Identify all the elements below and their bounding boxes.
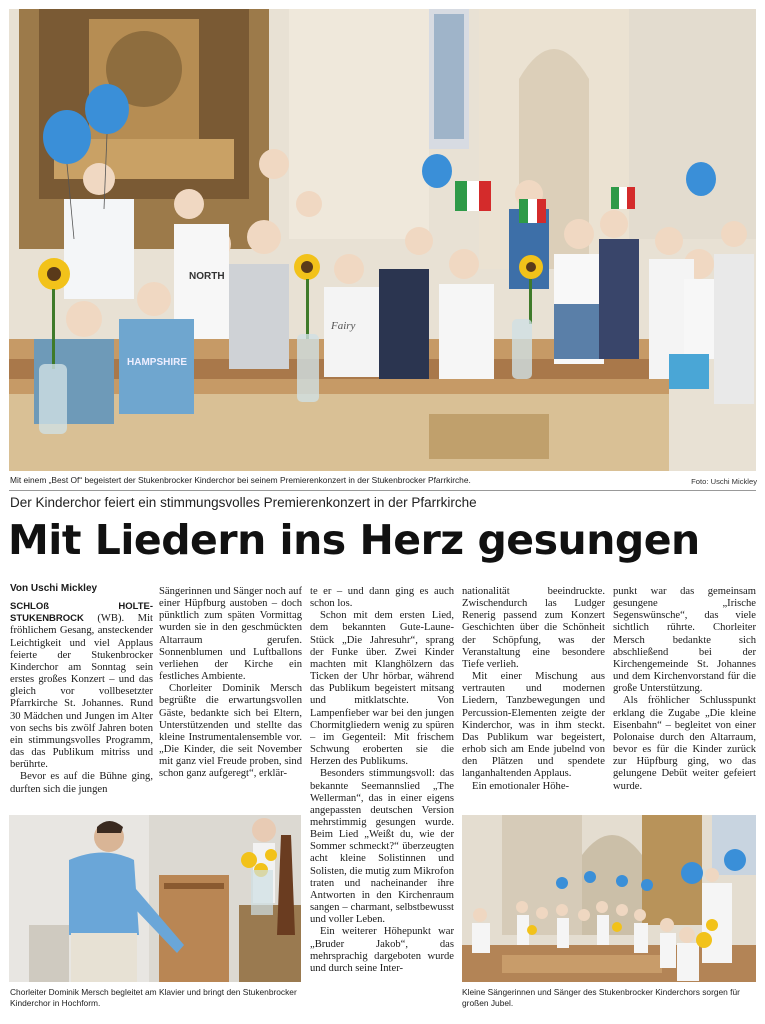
col1-paragraph-2: Bevor es auf die Bühne ging, durften sich die jungen bbox=[10, 771, 153, 795]
col3-paragraph-2: Schon mit dem ersten Lied, dem bekannten Gute-Laune-Stück „Die Jahresuhr“, sprang der Funke über. Zwei Kinder machten mit Klanghölzern das Ticken der Uhr hörbar, während das Publikum begeistert mitsang und mitklatschte. Von Lampenfieber war bei den jungen Chormitgliedern wenig zu spüren – im Gegenteil: Mit frischem Schwung eroberten sie die Herzen des Publikums. bbox=[310, 610, 454, 768]
kicker: Der Kinderchor feiert ein stimmungsvolles Premierenkonzert in der Pfarrkirche bbox=[10, 495, 477, 510]
article-column-2 bbox=[159, 586, 302, 814]
col4-paragraph-3: Ein emotionaler Höhe- bbox=[472, 780, 570, 792]
col4-paragraph-2: Mit einer Mischung aus vertrauten und modernen Liedern, Tanzbewegungen und Percussion-Elementen zeigte der Kinderchor, was in ihm steckt. Das Publikum war begeistert, erhob sich am Ende jubelnd von den Plätzen und spendete langanhaltenden Applaus. bbox=[462, 671, 605, 780]
top-photo-caption: Mit einem „Best Of“ begeistert der Stukenbrocker Kinderchor bei seinem Premierenkonzert in der Stukenbrocker Pfarrkirche. bbox=[10, 475, 471, 485]
bottom-right-caption: Kleine Sängerinnen und Sänger des Stukenbrocker Kinderchors sorgen für großen Jubel. bbox=[462, 987, 740, 1008]
byline: Von Uschi Mickley bbox=[10, 583, 98, 594]
shirt-hampshire-text: HAMPSHIRE bbox=[127, 357, 188, 368]
bottom-right-photo bbox=[462, 815, 756, 982]
article-column-1 bbox=[10, 583, 153, 813]
col3-paragraph-3: Besonders stimmungsvoll: das bekannte Seemannslied „The Wellerman“, das in einer eigens angepassten deutschen Version mehrstimmig gesungen wurde. Beim Lied „Weißt du, wie der Sommer schmeckt?“ überzeugten acht kleine Solistinnen und Solisten, die mutig zum Mikrofon traten und nacheinander ihre Antworten in den Kirchenraum sangen – charmant, selbstbewusst und voller Leben. bbox=[310, 768, 454, 926]
col2-paragraph-2: Chorleiter Dominik Mersch begrüßte die erwartungsvollen Gäste, bedankte sich bei Eltern, Unterstützenden und stellte das kleine Instrumentalensemble vor. „Die Kinder, die seit November mit ganz viel Freude proben, sind schon ganz aufgeregt“, erklär- bbox=[159, 683, 302, 780]
divider-top bbox=[9, 490, 756, 491]
bottom-left-caption: Chorleiter Dominik Mersch begleitet am Klavier und bringt den Stukenbrocker Kinderchor in Hochform. bbox=[10, 987, 297, 1008]
headline: Mit Liedern ins Herz gesungen bbox=[8, 516, 700, 564]
col3-paragraph-4: Ein weiterer Höhepunkt war „Bruder Jakob“, das mehrsprachig dargeboten wurde und durch seine Inter- bbox=[310, 926, 454, 974]
col1-paragraph-1: (WB). Mit fröhlichem Gesang, ansteckender Leichtigkeit und viel Applaus feierte der Stukenbrocker Kinderchor am Sonntag sein erstes großes Konzert – und das gleich vor vollbesetzter Pfarrkirche St. Johannes. Rund 30 Mädchen und Jungen im Alter von sechs bis zwölf Jahren boten ein stimmungsvolles Programm, das das Publikum mitriss und berührte. bbox=[10, 613, 153, 771]
shirt-north-text: NORTH bbox=[189, 271, 225, 282]
top-photo bbox=[9, 9, 756, 471]
article-column-5 bbox=[613, 586, 756, 810]
bottom-left-photo bbox=[9, 815, 301, 982]
col3-paragraph-1: te er – und dann ging es auch schon los. bbox=[310, 586, 454, 610]
col2-paragraph-1: Sängerinnen und Sänger noch auf einer Hüpfburg austoben – doch pünktlich zum späten Vormittag wurden sie in den geschmückten Altarraum gerufen. Sonnenblumen und Luftballons verliehen der Kirche ein festliches Ambiente. bbox=[159, 586, 302, 683]
shirt-fairy-text: Fairy bbox=[331, 320, 356, 332]
dateline: SCHLOß HOLTE-STUKENBROCK bbox=[10, 601, 153, 625]
col5-paragraph-2: Als fröhlicher Schlusspunkt erklang die Zugabe „Die kleine Eisenbahn“ – begleitet von einer Polonaise durch den Altarraum, bevor es für die Kinder zurück zur Hüpfburg ging, wo das gelungene Debüt weiter gefeiert wurde. bbox=[613, 695, 756, 792]
col4-paragraph-1: nationalität beeindruckte. Zwischendurch las Ludger Renerig passend zum Konzert Geschichten über die Schönheit der Schöpfung, was der Veranstaltung eine besondere Tiefe verlieh. bbox=[462, 586, 605, 670]
article-column-4 bbox=[462, 586, 605, 810]
photo-credit: Foto: Uschi Mickley bbox=[691, 477, 757, 486]
col5-paragraph-1: punkt war das gemeinsam gesungene „Irische Segenswünsche“, das viele sichtlich rührte. Chorleiter Mersch bedankte sich abschließend bei der Kirchengemeinde St. Johannes und dem Kirchenvorstand für die große Unterstützung. bbox=[613, 586, 756, 695]
article-column-3 bbox=[310, 586, 454, 1016]
